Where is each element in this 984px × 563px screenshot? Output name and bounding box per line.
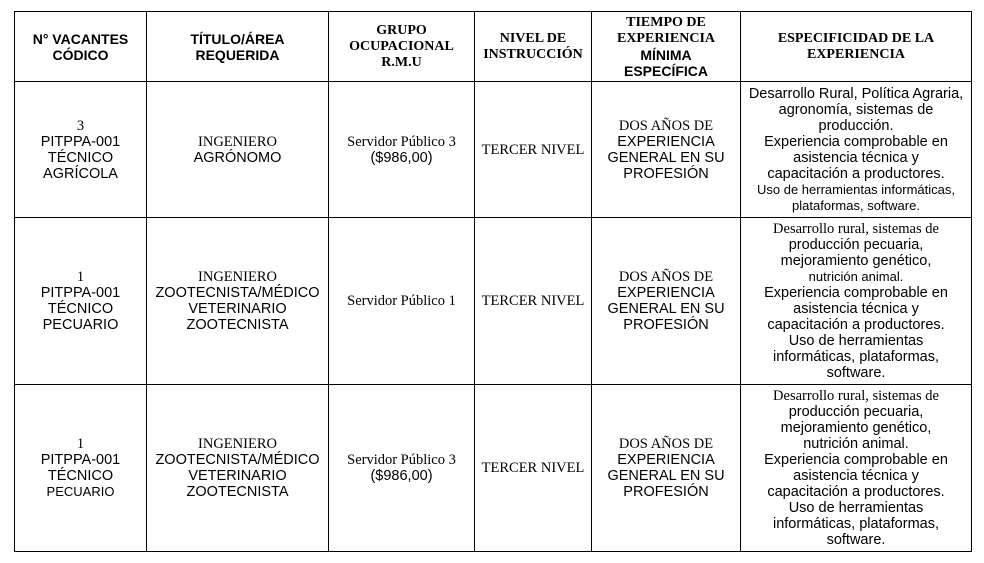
- vacantes-cell: 1 PITPPA-001 TÉCNICO PECUARIO: [15, 385, 147, 552]
- titulo-cell: INGENIERO ZOOTECNISTA/MÉDICO VETERINARIO ZOOTECNISTA: [147, 385, 329, 552]
- nivel-cell: TERCER NIVEL: [475, 82, 592, 218]
- titulo-cell: INGENIERO ZOOTECNISTA/MÉDICO VETERINARIO ZOOTECNISTA: [147, 218, 329, 385]
- especificidad-cell: Desarrollo rural, sistemas de producción pecuaria, mejoramiento genético, nutrición animal. Experiencia comprobable en asistencia técnica y capacitación a productores. Uso de herramientas informáticas, plataformas, software.: [741, 385, 972, 552]
- titulo-cell: INGENIERO AGRÓNOMO: [147, 82, 329, 218]
- header-tiempo: TIEMPO DE EXPERIENCIA MÍNIMA ESPECÍFICA: [592, 12, 741, 82]
- table-row: [15, 385, 972, 552]
- grupo-cell: Servidor Público 3 ($986,00): [329, 82, 475, 218]
- vacancy-count: 1: [76, 436, 85, 452]
- tiempo-cell: DOS AÑOS DE EXPERIENCIA GENERAL EN SU PROFESIÓN: [592, 218, 741, 385]
- vacancy-code: PITPPA-001: [40, 133, 121, 150]
- header-vacantes: N° VACANTES CÓDICO: [15, 12, 147, 82]
- grupo-cell: Servidor Público 3 ($986,00): [329, 385, 475, 552]
- tiempo-cell: DOS AÑOS DE EXPERIENCIA GENERAL EN SU PROFESIÓN: [592, 82, 741, 218]
- nivel-cell: TERCER NIVEL: [475, 218, 592, 385]
- vacancy-code: PITPPA-001: [40, 285, 121, 301]
- header-grupo: GRUPO OCUPACIONAL R.M.U: [329, 12, 475, 82]
- table-row: [15, 218, 972, 385]
- vacancy-count: 1: [76, 269, 85, 285]
- vacancy-count: 3: [76, 117, 85, 134]
- especificidad-cell: Desarrollo Rural, Política Agraria, agronomía, sistemas de producción. Experiencia comprobable en asistencia técnica y capacitación a productores. Uso de herramientas informáticas, plataformas, software.: [741, 82, 972, 218]
- vacancies-table: [14, 11, 972, 552]
- header-titulo: TÍTULO/ÁREA REQUERIDA: [147, 12, 329, 82]
- nivel-cell: TERCER NIVEL: [475, 385, 592, 552]
- vacancy-code: PITPPA-001: [40, 452, 121, 468]
- grupo-cell: Servidor Público 1: [329, 218, 475, 385]
- table-row: [15, 82, 972, 218]
- especificidad-cell: Desarrollo rural, sistemas de producción pecuaria, mejoramiento genético, nutrición animal. Experiencia comprobable en asistencia técnica y capacitación a productores. Uso de herramientas informáticas, plataformas, software.: [741, 218, 972, 385]
- vacantes-cell: 3 PITPPA-001 TÉCNICO AGRÍCOLA: [15, 82, 147, 218]
- tiempo-cell: DOS AÑOS DE EXPERIENCIA GENERAL EN SU PROFESIÓN: [592, 385, 741, 552]
- header-especificidad: ESPECIFICIDAD DE LA EXPERIENCIA: [741, 12, 972, 82]
- header-row: [15, 12, 972, 82]
- vacancies-table-container: [14, 11, 972, 552]
- vacantes-cell: 1 PITPPA-001 TÉCNICO PECUARIO: [15, 218, 147, 385]
- header-nivel: NIVEL DE INSTRUCCIÓN: [475, 12, 592, 82]
